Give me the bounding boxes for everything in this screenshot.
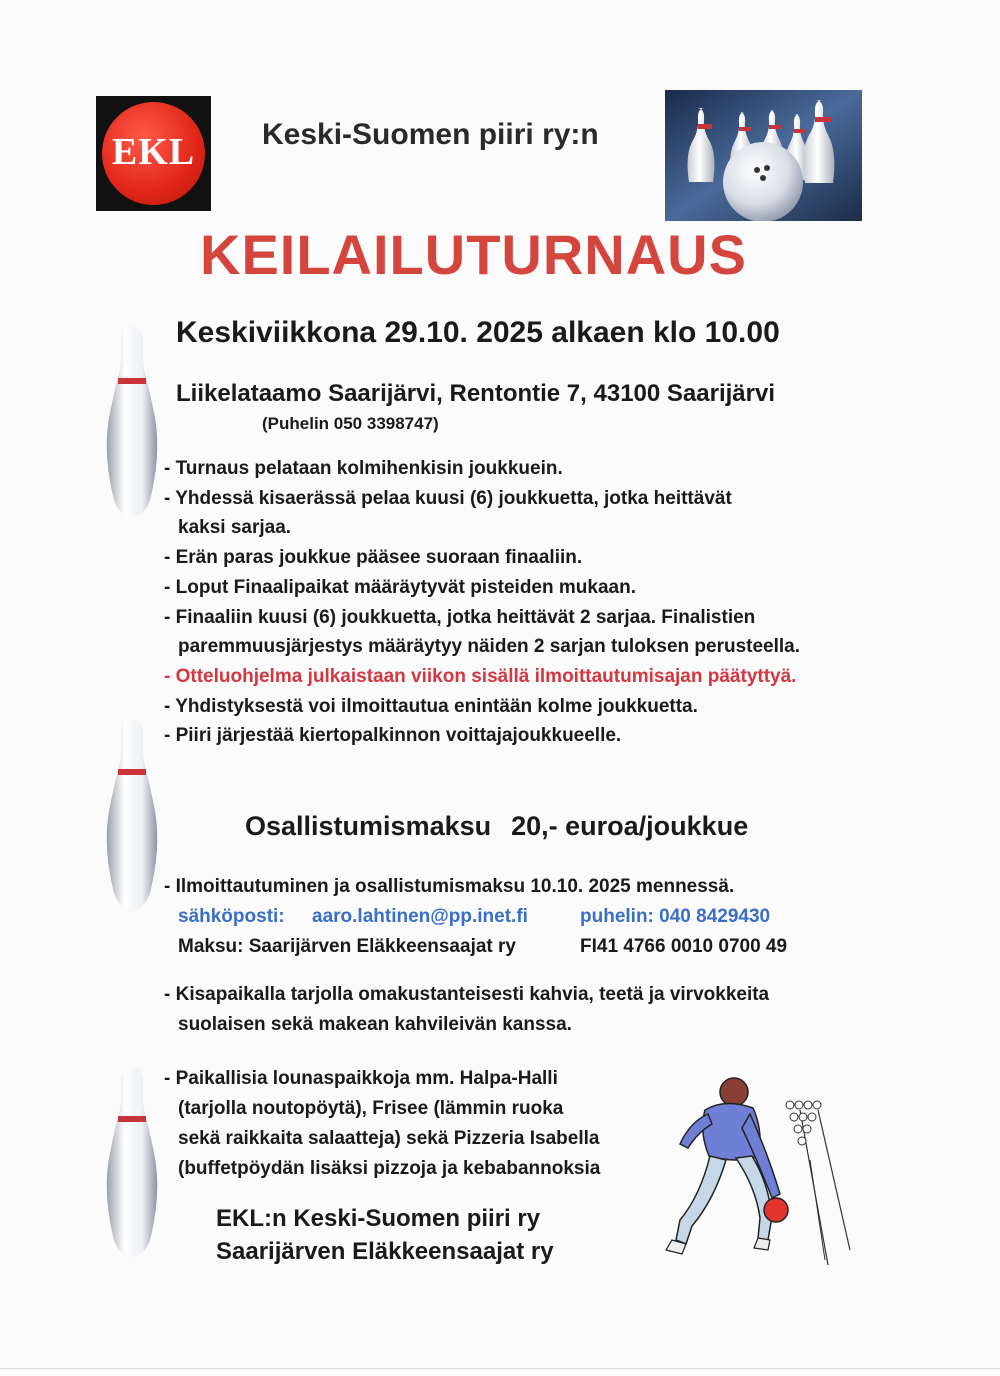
bowling-pin-icon <box>104 322 160 522</box>
rule-item: kaksi sarjaa. <box>178 517 292 539</box>
payment-line <box>164 932 924 962</box>
rule-item: paremmuusjärjestys määräytyy näiden 2 sarjan tuloksen perusteella. <box>178 636 801 658</box>
rule-item: - Finaaliin kuusi (6) joukkuetta, jotka heittävät 2 sarjaa. Finalistien <box>164 606 756 628</box>
lunch-line: sekä raikkaita salaatteja) sekä Pizzeria Isabella <box>178 1128 600 1149</box>
main-title: KEILAILUTURNAUS <box>200 223 747 286</box>
contact-line <box>164 902 924 932</box>
rule-item: - Erän paras joukkue pääsee suoraan finaaliin. <box>164 547 583 569</box>
participation-fee <box>245 811 748 842</box>
rule-item-notice: - Otteluohjelma julkaistaan viikon sisällä ilmoittautumisajan päätyttyä. <box>164 665 797 687</box>
email-label: sähköposti: <box>178 906 285 927</box>
contact-phone: puhelin: 040 8429430 <box>580 906 771 927</box>
email-address[interactable]: aaro.lahtinen@pp.inet.fi <box>312 906 528 927</box>
organizer-name: EKL:n Keski-Suomen piiri ry <box>216 1205 541 1232</box>
bowling-pin-icon <box>104 1062 160 1262</box>
rule-item: - Turnaus pelataan kolmihenkisin joukkuein. <box>164 458 563 479</box>
refreshments-info <box>164 980 924 1040</box>
organizers <box>216 1202 554 1268</box>
ekl-logo <box>96 96 211 211</box>
registration-info <box>164 872 924 962</box>
organizer-name: Saarijärven Eläkkeensaajat ry <box>216 1238 554 1265</box>
fee-amount: 20,- euroa/joukkue <box>511 811 749 841</box>
iban: FI41 4766 0010 0700 49 <box>580 936 788 957</box>
rule-item: - Piiri järjestää kiertopalkinnon voittajajoukkueelle. <box>164 725 622 747</box>
rules-list <box>164 454 924 751</box>
lunch-info <box>164 1064 684 1184</box>
rule-item: - Yhdistyksestä voi ilmoittautua enintään kolme joukkuetta. <box>164 695 698 717</box>
refreshments-line: - Kisapaikalla tarjolla omakustanteisesti kahvia, teetä ja virvokkeita <box>164 984 770 1005</box>
lunch-line: (tarjolla noutopöytä), Frisee (lämmin ruoka <box>178 1098 564 1119</box>
organization-name: Keski-Suomen piiri ry:n <box>262 118 599 151</box>
bowler-illustration <box>650 1070 860 1270</box>
refreshments-line: suolaisen sekä makean kahvileivän kanssa. <box>178 1014 572 1035</box>
page-edge-divider <box>0 1368 1000 1369</box>
bowling-pins-photo <box>665 90 862 221</box>
rule-item: - Loput Finaalipaikat määräytyvät pisteiden mukaan. <box>164 576 636 598</box>
registration-deadline: - Ilmoittautuminen ja osallistumismaksu 10.10. 2025 mennessä. <box>164 876 735 897</box>
bowling-pin-icon <box>104 715 160 915</box>
rule-item: - Yhdessä kisaerässä pelaa kuusi (6) joukkuetta, jotka heittävät <box>164 487 732 509</box>
event-date: Keskiviikkona 29.10. 2025 alkaen klo 10.00 <box>176 316 780 349</box>
lunch-line: - Paikallisia lounaspaikkoja mm. Halpa-Halli <box>164 1068 558 1089</box>
logo-text: EKL <box>111 131 196 173</box>
fee-label: Osallistumismaksu <box>245 811 492 841</box>
event-venue: Liikelataamo Saarijärvi, Rentontie 7, 43100 Saarijärvi <box>176 380 775 407</box>
lunch-line: (buffetpöydän lisäksi pizzoja ja kebabannoksia <box>178 1158 601 1179</box>
payment-label: Maksu: Saarijärven Eläkkeensaajat ry <box>178 936 516 957</box>
venue-phone: (Puhelin 050 3398747) <box>262 414 439 433</box>
